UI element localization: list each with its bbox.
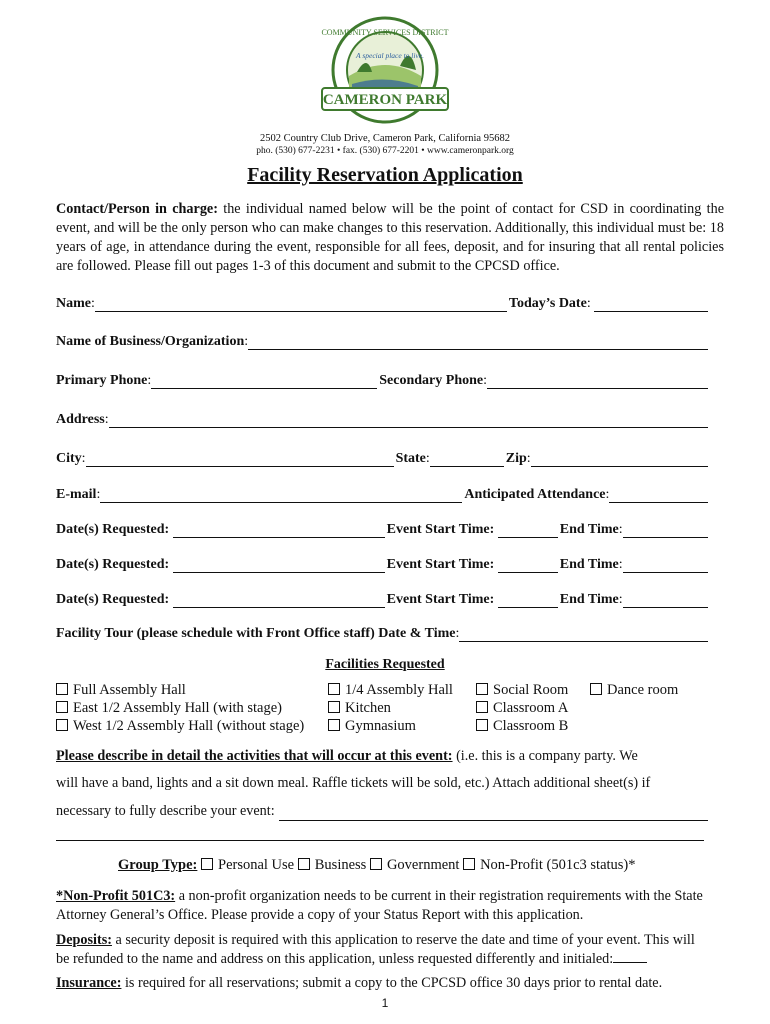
tour-label: Facility Tour (please schedule with Front Office staff) Date & Time (56, 626, 456, 641)
intro-label: Contact/Person in charge: (56, 201, 218, 217)
todays-date-field[interactable] (594, 296, 708, 312)
checkbox[interactable] (476, 701, 488, 713)
facility-option[interactable] (476, 681, 568, 699)
event-start-field[interactable] (498, 522, 558, 538)
nonprofit-paragraph (56, 887, 710, 925)
group-option-label: Personal Use (218, 857, 295, 873)
cameron-park-logo (312, 14, 458, 126)
group-option-label: Government (386, 857, 460, 873)
dates-requested-label: Date(s) Requested: (56, 592, 170, 607)
business-row: Name of Business/Organization : (56, 330, 710, 350)
contact-line: pho. (530) 677-2231 • fax. (530) 677-2201 • www.cameronpark.org (256, 146, 514, 156)
state-field[interactable] (430, 451, 504, 467)
event-start-label: Event Start Time: (386, 557, 495, 572)
attendance-field[interactable] (609, 487, 708, 503)
facilities-col2 (328, 681, 453, 735)
date-row-3: Date(s) Requested: Event Start Time: End Time : (56, 588, 710, 608)
event-start-label: Event Start Time: (386, 522, 495, 537)
address-field[interactable] (109, 412, 708, 428)
describe-line2: will have a band, lights and a sit down meal. Raffle tickets will be sold, etc.) Attach additional sheet(s) if (56, 775, 651, 791)
describe-text: (i.e. this is a company party. We (452, 748, 638, 764)
end-time-field[interactable] (623, 522, 708, 538)
zip-label: Zip (505, 451, 527, 466)
address-row: Address : (56, 408, 710, 428)
insurance-label: Insurance: (56, 975, 122, 991)
secondary-phone-label: Secondary Phone (379, 373, 484, 388)
facility-label: Kitchen (345, 700, 391, 716)
group-type-row (118, 857, 636, 874)
facility-option[interactable] (476, 699, 568, 717)
email-row: E-mail : Anticipated Attendance : (56, 483, 710, 503)
secondary-phone-field[interactable] (487, 373, 708, 389)
end-time-label: End Time (559, 592, 619, 607)
facility-option[interactable] (590, 681, 678, 699)
facility-label: Social Room (493, 682, 569, 698)
facility-label: East 1/2 Assembly Hall (with stage) (73, 700, 283, 716)
business-field[interactable] (248, 334, 708, 350)
describe-label: Please describe in detail the activities that will occur at this event: (56, 748, 453, 764)
initials-field[interactable] (613, 950, 647, 963)
primary-phone-field[interactable] (151, 373, 377, 389)
checkbox[interactable] (328, 719, 340, 731)
checkbox[interactable] (463, 858, 475, 870)
todays-date-label: Today’s Date (508, 296, 587, 311)
facility-option[interactable] (56, 699, 304, 717)
city-field[interactable] (86, 451, 394, 467)
facility-label: Classroom A (493, 700, 569, 716)
facilities-col3 (476, 681, 568, 735)
dates-requested-field[interactable] (173, 522, 385, 538)
checkbox[interactable] (56, 683, 68, 695)
email-field[interactable] (100, 487, 462, 503)
name-label: Name (56, 296, 91, 311)
checkbox[interactable] (328, 683, 340, 695)
intro-paragraph (56, 200, 724, 276)
business-label: Name of Business/Organization (56, 334, 245, 349)
address-label: Address (56, 412, 105, 427)
dates-requested-field[interactable] (173, 557, 385, 573)
email-label: E-mail (56, 487, 97, 502)
name-row: Name : Today’s Date : (56, 292, 710, 312)
event-start-field[interactable] (498, 592, 558, 608)
logo-name: CAMERON PARK (322, 92, 448, 108)
event-start-label: Event Start Time: (386, 592, 495, 607)
checkbox[interactable] (590, 683, 602, 695)
end-time-label: End Time (559, 522, 619, 537)
end-time-field[interactable] (623, 557, 708, 573)
facility-label: Classroom B (493, 718, 569, 734)
nonprofit-label: *Non-Profit 501C3: (56, 888, 176, 904)
facility-label: Full Assembly Hall (73, 682, 186, 698)
describe-field[interactable] (279, 805, 708, 821)
describe-text: necessary to fully describe your event: (56, 803, 275, 819)
tour-row: Facility Tour (please schedule with Front Office staff) Date & Time : (56, 622, 710, 642)
checkbox[interactable] (476, 683, 488, 695)
facility-label: Dance room (607, 682, 679, 698)
primary-phone-label: Primary Phone (56, 373, 148, 388)
checkbox[interactable] (370, 858, 382, 870)
describe-field-extra[interactable] (56, 840, 704, 841)
name-field[interactable] (95, 296, 507, 312)
dates-requested-field[interactable] (173, 592, 385, 608)
facilities-heading: Facilities Requested (325, 657, 445, 672)
describe-line1 (56, 747, 710, 766)
group-option-label: Non-Profit (501c3 status)* (480, 857, 636, 873)
deposits-label: Deposits: (56, 932, 112, 948)
attendance-label: Anticipated Attendance (464, 487, 606, 502)
facility-option[interactable] (56, 717, 304, 735)
page-title: Facility Reservation Application (247, 164, 523, 186)
nonprofit-text: a non-profit organization needs to be current in their registration requirements with the State Attorney General’s Office. Please provide a copy of your Status Report with this application. (56, 888, 703, 923)
deposits-paragraph (56, 931, 710, 969)
tour-field[interactable] (459, 626, 708, 642)
end-time-field[interactable] (623, 592, 708, 608)
state-label: State (395, 451, 426, 466)
facility-option[interactable] (56, 681, 304, 699)
group-option-label: Business (314, 857, 367, 873)
checkbox[interactable] (56, 701, 68, 713)
facilities-col1 (56, 681, 304, 735)
logo-tagline: A special place to live. (356, 51, 424, 60)
city-label: City (56, 451, 82, 466)
facilities-col4 (590, 681, 678, 699)
date-row-1: Date(s) Requested: Event Start Time: End Time : (56, 518, 710, 538)
logo-top-text: COMMUNITY SERVICES DISTRICT (321, 28, 449, 37)
end-time-label: End Time (559, 557, 619, 572)
facility-label: West 1/2 Assembly Hall (without stage) (73, 718, 305, 734)
insurance-text: is required for all reservations; submit a copy to the CPCSD office 30 days prior to rental date. (121, 975, 663, 991)
checkbox[interactable] (476, 719, 488, 731)
checkbox[interactable] (56, 719, 68, 731)
dates-requested-label: Date(s) Requested: (56, 522, 170, 537)
phone-row: Primary Phone : Secondary Phone : (56, 369, 710, 389)
intro-text: the individual named below will be the point of contact for CSD in coordinating the event, and will be the only person who can make changes to this reservation. Additionally, this individual must be: 18 years of age, in attendance during the event, responsible for all fees, deposit, and for insuring that all rental policies are followed. Please fill out pages 1-3 of this document and submit to the CPCSD office. (56, 201, 724, 274)
zip-field[interactable] (531, 451, 708, 467)
page-number: 1 (381, 996, 389, 1010)
city-row: City : State : Zip : (56, 447, 710, 467)
facility-option[interactable] (476, 717, 568, 735)
deposits-text: a security deposit is required with this application to reserve the date and time of your event. This will be refunded to the name and address on this application, unless requested differently and initialed: (56, 932, 695, 967)
facility-option[interactable] (328, 681, 453, 699)
insurance-paragraph (56, 974, 710, 993)
address-line: 2502 Country Club Drive, Cameron Park, California 95682 (260, 133, 510, 144)
facility-option[interactable] (328, 717, 453, 735)
facility-option[interactable] (328, 699, 453, 717)
checkbox[interactable] (298, 858, 310, 870)
describe-line3 (56, 802, 710, 821)
checkbox[interactable] (328, 701, 340, 713)
date-row-2: Date(s) Requested: Event Start Time: End Time : (56, 553, 710, 573)
event-start-field[interactable] (498, 557, 558, 573)
checkbox[interactable] (201, 858, 213, 870)
facility-label: Gymnasium (345, 718, 416, 734)
group-type-label: Group Type: (118, 857, 198, 873)
dates-requested-label: Date(s) Requested: (56, 557, 170, 572)
facility-label: 1/4 Assembly Hall (345, 682, 453, 698)
